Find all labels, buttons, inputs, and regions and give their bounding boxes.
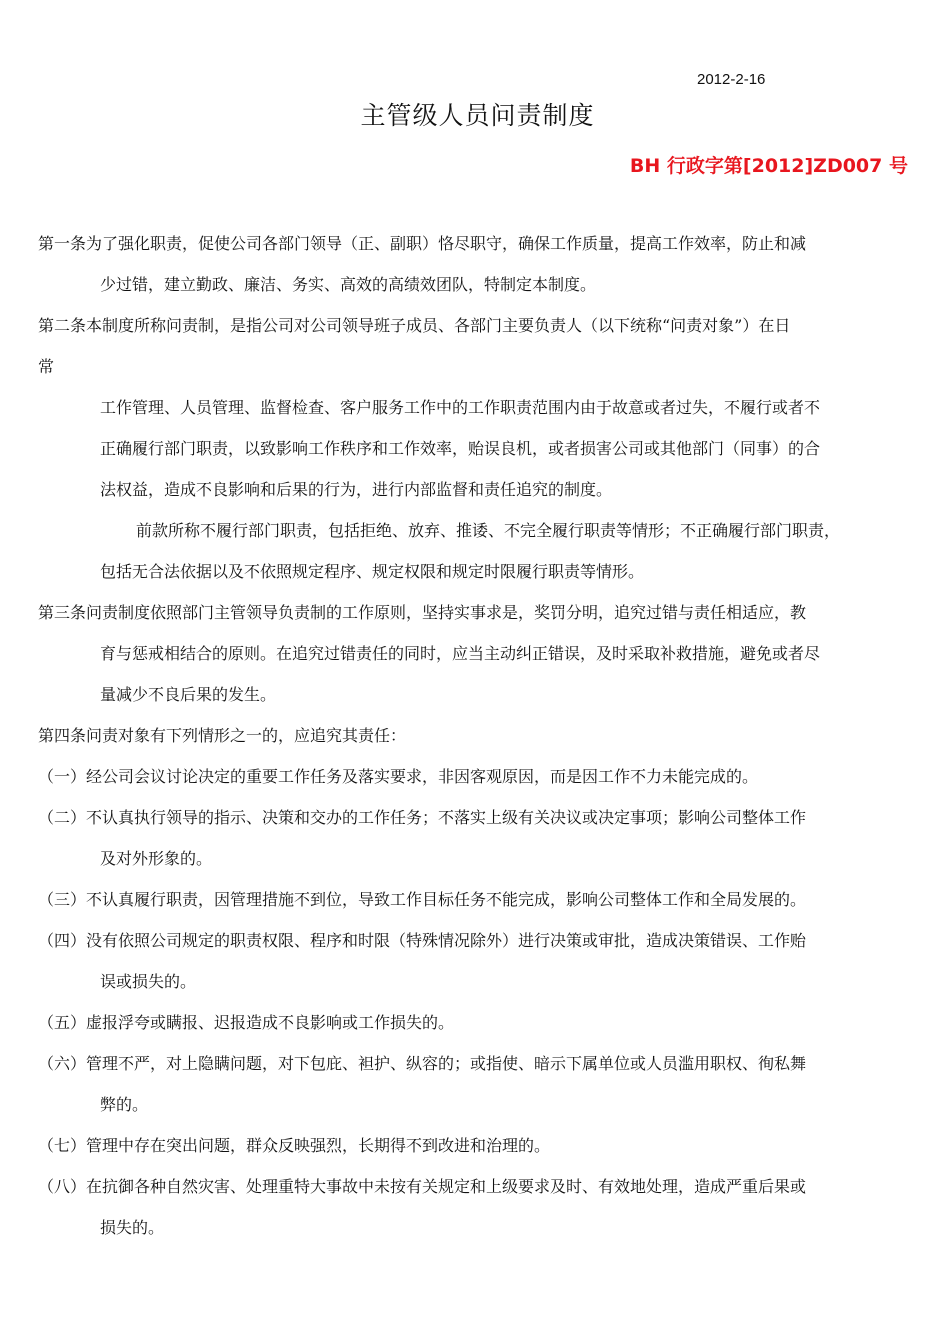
item-5-line-1: （五）虚报浮夸或瞒报、迟报造成不良影响或工作损失的。 (38, 1013, 455, 1032)
document-number: BH 行政字第[2012]ZD007 号 (629, 155, 908, 177)
item-2-line-2: 及对外形象的。 (100, 849, 213, 868)
article-2-para-2-line-2: 包括无合法依据以及不依照规定程序、规定权限和规定时限履行职责等情形。 (100, 562, 645, 581)
document-body (38, 223, 918, 1248)
item-4-line-2: 误或损失的。 (100, 972, 197, 991)
item-8-line-2: 损失的。 (100, 1218, 165, 1237)
item-3-line-1: （三）不认真履行职责，因管理措施不到位，导致工作目标任务不能完成，影响公司整体工作和全局发展的。 (38, 890, 807, 909)
item-1-line-1: （一）经公司会议讨论决定的重要工作任务及落实要求，非因客观原因，而是因工作不力未能完成的。 (38, 767, 759, 786)
item-7-line-1: （七）管理中存在突出问题，群众反映强烈，长期得不到改进和治理的。 (38, 1136, 551, 1155)
article-2-line-2: 常 (38, 357, 55, 376)
document-date: 2012-2-16 (697, 71, 766, 88)
article-1-line-2: 少过错，建立勤政、廉洁、务实、高效的高绩效团队，特制定本制度。 (100, 275, 597, 294)
article-2-para-1-line-1: 工作管理、人员管理、监督检查、客户服务工作中的工作职责范围内由于故意或者过失，不履行或者不 (100, 398, 821, 417)
article-1-line-1: 第一条为了强化职责，促使公司各部门领导（正、副职）恪尽职守，确保工作质量，提高工作效率，防止和减 (38, 234, 807, 253)
item-4-line-1: （四）没有依照公司规定的职责权限、程序和时限（特殊情况除外）进行决策或审批，造成决策错误、工作贻 (38, 931, 807, 950)
article-2-para-2-line-1: 前款所称不履行部门职责，包括拒绝、放弃、推诿、不完全履行职责等情形；不正确履行部门职责， (136, 521, 841, 540)
article-3-line-1: 第三条问责制度依照部门主管领导负责制的工作原则，坚持实事求是，奖罚分明，追究过错与责任相适应，教 (38, 603, 807, 622)
article-3-line-3: 量减少不良后果的发生。 (100, 685, 277, 704)
article-2-para-1-line-3: 法权益，造成不良影响和后果的行为，进行内部监督和责任追究的制度。 (100, 480, 613, 499)
article-2-para-1-line-2: 正确履行部门职责，以致影响工作秩序和工作效率，贻误良机，或者损害公司或其他部门（同事）的合 (100, 439, 821, 458)
article-2-line-1: 第二条本制度所称问责制，是指公司对公司领导班子成员、各部门主要负责人（以下统称“问责对象”）在日 (38, 316, 791, 335)
item-8-line-1: （八）在抗御各种自然灾害、处理重特大事故中未按有关规定和上级要求及时、有效地处理，造成严重后果或 (38, 1177, 807, 1196)
article-4-line-1: 第四条问责对象有下列情形之一的，应追究其责任： (38, 726, 407, 745)
document-title: 主管级人员问责制度 (360, 101, 595, 130)
item-2-line-1: （二）不认真执行领导的指示、决策和交办的工作任务；不落实上级有关决议或决定事项；影响公司整体工作 (38, 808, 807, 827)
item-6-line-1: （六）管理不严，对上隐瞒问题，对下包庇、袒护、纵容的；或指使、暗示下属单位或人员滥用职权、徇私舞 (38, 1054, 807, 1073)
item-6-line-2: 弊的。 (100, 1095, 149, 1114)
article-3-line-2: 育与惩戒相结合的原则。在追究过错责任的同时，应当主动纠正错误，及时采取补救措施，避免或者尽 (100, 644, 821, 663)
